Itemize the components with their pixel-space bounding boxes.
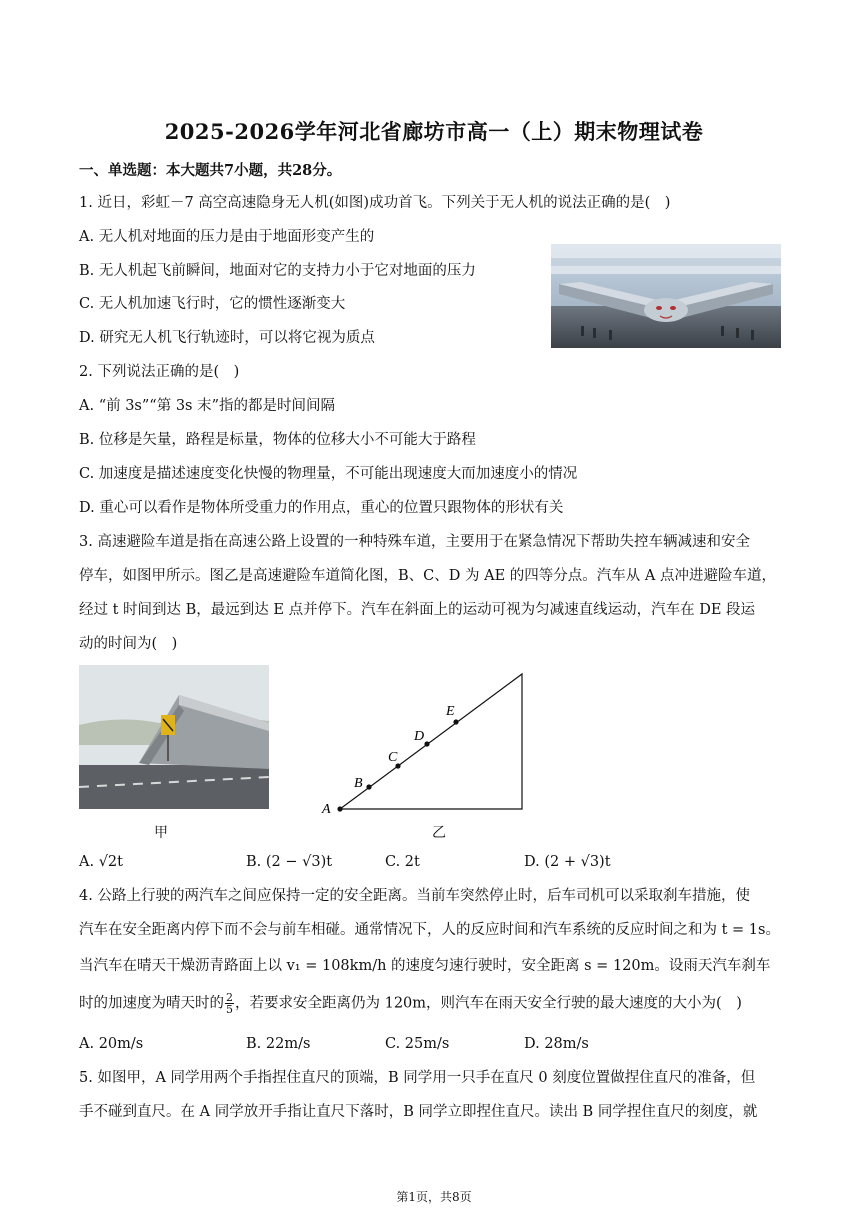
- question-4-line-2: 汽车在安全距离内停下而不会与前车相碰。通常情况下，人的反应时间和汽车系统的反应时间之和为 t = 1s。: [79, 922, 780, 938]
- question-4-option-a: A. 20m/s: [79, 1036, 144, 1052]
- fraction-denominator: 5: [226, 1003, 233, 1016]
- escape-lane-diagram: [316, 670, 528, 816]
- page-footer: 第1页，共8页: [396, 1190, 472, 1204]
- point-a-label: A: [322, 802, 331, 816]
- question-2-stem: 2. 下列说法正确的是( ): [79, 364, 240, 380]
- question-1-option-d: D. 研究无人机飞行轨迹时，可以将它视为质点: [79, 330, 375, 346]
- section-heading: 一、单选题：本大题共7小题，共28分。: [79, 162, 342, 179]
- caption-jia: 甲: [154, 825, 168, 841]
- question-3-line-2: 停车，如图甲所示。图乙是高速避险车道简化图，B、C、D 为 AE 的四等分点。汽车从 A 点冲进避险车道，: [79, 568, 776, 584]
- question-4-option-c: C. 25m/s: [385, 1036, 450, 1052]
- question-1-option-c: C. 无人机加速飞行时，它的惯性逐渐变大: [79, 296, 346, 312]
- escape-lane-photo: [79, 665, 269, 809]
- question-3-line-3: 经过 t 时间到达 B，最远到达 E 点并停下。汽车在斜面上的运动可视为匀减速直线运动，汽车在 DE 段运: [79, 602, 756, 618]
- question-1-option-a: A. 无人机对地面的压力是由于地面形变产生的: [79, 229, 375, 245]
- fraction-two-fifths: [225, 992, 234, 1015]
- question-5-line-1: 5. 如图甲，A 同学用两个手指捏住直尺的顶端，B 同学用一只手在直尺 0 刻度位置做捏住直尺的准备，但: [79, 1070, 756, 1086]
- fraction-numerator: 2: [226, 991, 233, 1004]
- question-2-option-a: A. “前 3s”“第 3s 末”指的都是时间间隔: [79, 398, 336, 414]
- caption-yi: 乙: [432, 825, 446, 841]
- drone-photo: [551, 244, 781, 348]
- question-4-line-4-end: ，若要求安全距离仍为 120m，则汽车在雨天安全行驶的最大速度的大小为( ): [235, 995, 742, 1012]
- question-1-option-b: B. 无人机起飞前瞬间，地面对它的支持力小于它对地面的压力: [79, 263, 476, 279]
- question-4-option-d: D. 28m/s: [524, 1036, 589, 1052]
- point-d-label: D: [414, 729, 425, 744]
- question-3-option-a: A. √2t: [79, 854, 123, 870]
- question-3-line-1: 3. 高速避险车道是指在高速公路上设置的一种特殊车道，主要用于在紧急情况下帮助失控车辆减速和安全: [79, 534, 750, 550]
- question-2-option-b: B. 位移是矢量，路程是标量，物体的位移大小不可能大于路程: [79, 432, 476, 448]
- question-4-line-3: 当汽车在晴天干燥沥青路面上以 v₁ = 108km/h 的速度匀速行驶时，安全距离 s = 120m。设雨天汽车刹车: [79, 958, 771, 974]
- point-e-label: E: [446, 704, 455, 719]
- question-3-line-4: 动的时间为( ): [79, 636, 178, 652]
- point-c-label: C: [388, 750, 398, 765]
- question-1-stem: 1. 近日，彩虹－7 高空高速隐身无人机(如图)成功首飞。下列关于无人机的说法正确的是( ): [79, 195, 671, 211]
- point-b-label: B: [354, 776, 363, 791]
- question-4-line-4: [79, 992, 742, 1015]
- question-5-line-2: 手不碰到直尺。在 A 同学放开手指让直尺下落时，B 同学立即捏住直尺。读出 B 同学捏住直尺的刻度，就: [79, 1104, 758, 1120]
- question-4-line-1: 4. 公路上行驶的两汽车之间应保持一定的安全距离。当前车突然停止时，后车司机可以采取刹车措施，使: [79, 888, 750, 904]
- question-3-option-b: B. (2 − √3)t: [246, 854, 333, 870]
- question-4-option-b: B. 22m/s: [246, 1036, 311, 1052]
- page-title: 2025-2026学年河北省廊坊市高一（上）期末物理试卷: [164, 119, 704, 144]
- question-3-option-d: D. (2 + √3)t: [524, 854, 611, 870]
- question-2-option-d: D. 重心可以看作是物体所受重力的作用点，重心的位置只跟物体的形状有关: [79, 500, 564, 516]
- question-2-option-c: C. 加速度是描述速度变化快慢的物理量，不可能出现速度大而加速度小的情况: [79, 466, 578, 482]
- question-3-option-c: C. 2t: [385, 854, 420, 870]
- question-4-line-4-start: 时的加速度为晴天时的: [79, 995, 224, 1012]
